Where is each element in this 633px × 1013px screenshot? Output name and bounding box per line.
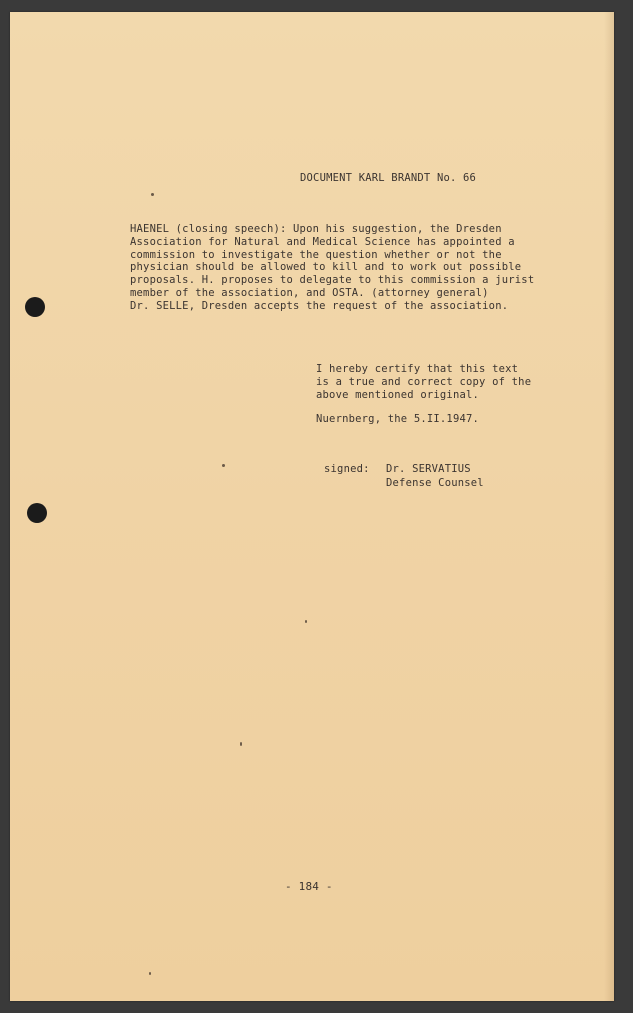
punch-hole-top xyxy=(25,297,45,317)
paper-speck xyxy=(240,742,242,746)
paper-speck xyxy=(151,193,154,196)
body-line: commission to investigate the question whether or not the xyxy=(130,248,502,261)
body-line: physician should be allowed to kill and to work out possible xyxy=(130,261,522,274)
paper-speck xyxy=(149,972,151,975)
certification-line: is a true and correct copy of the xyxy=(316,375,532,388)
signed-label: signed: xyxy=(324,463,370,475)
body-line: Association for Natural and Medical Science has appointed a xyxy=(130,235,515,248)
body-line: member of the association, and OSTA. (attorney general) xyxy=(130,286,489,299)
certification-line: above mentioned original. xyxy=(316,388,480,401)
punch-hole-bottom xyxy=(27,503,47,523)
paper-speck xyxy=(222,464,225,467)
body-paragraph xyxy=(130,223,534,313)
page-edge-shadow xyxy=(604,12,614,1001)
paper-speck xyxy=(305,620,307,623)
page-number: - 184 - xyxy=(285,880,333,893)
document-header: DOCUMENT KARL BRANDT No. 66 xyxy=(300,172,477,184)
signer-name: Dr. SERVATIUS xyxy=(386,463,471,475)
certification-block xyxy=(316,363,531,401)
signer-title: Defense Counsel xyxy=(386,477,484,489)
body-line: HAENEL (closing speech): Upon his suggestion, the Dresden xyxy=(130,223,502,235)
body-line: proposals. H. proposes to delegate to this commission a jurist xyxy=(130,274,535,287)
place-date: Nuernberg, the 5.II.1947. xyxy=(316,413,480,425)
document-page xyxy=(10,12,614,1001)
body-line: Dr. SELLE, Dresden accepts the request of the association. xyxy=(130,299,509,312)
certification-line: I hereby certify that this text xyxy=(316,363,519,375)
